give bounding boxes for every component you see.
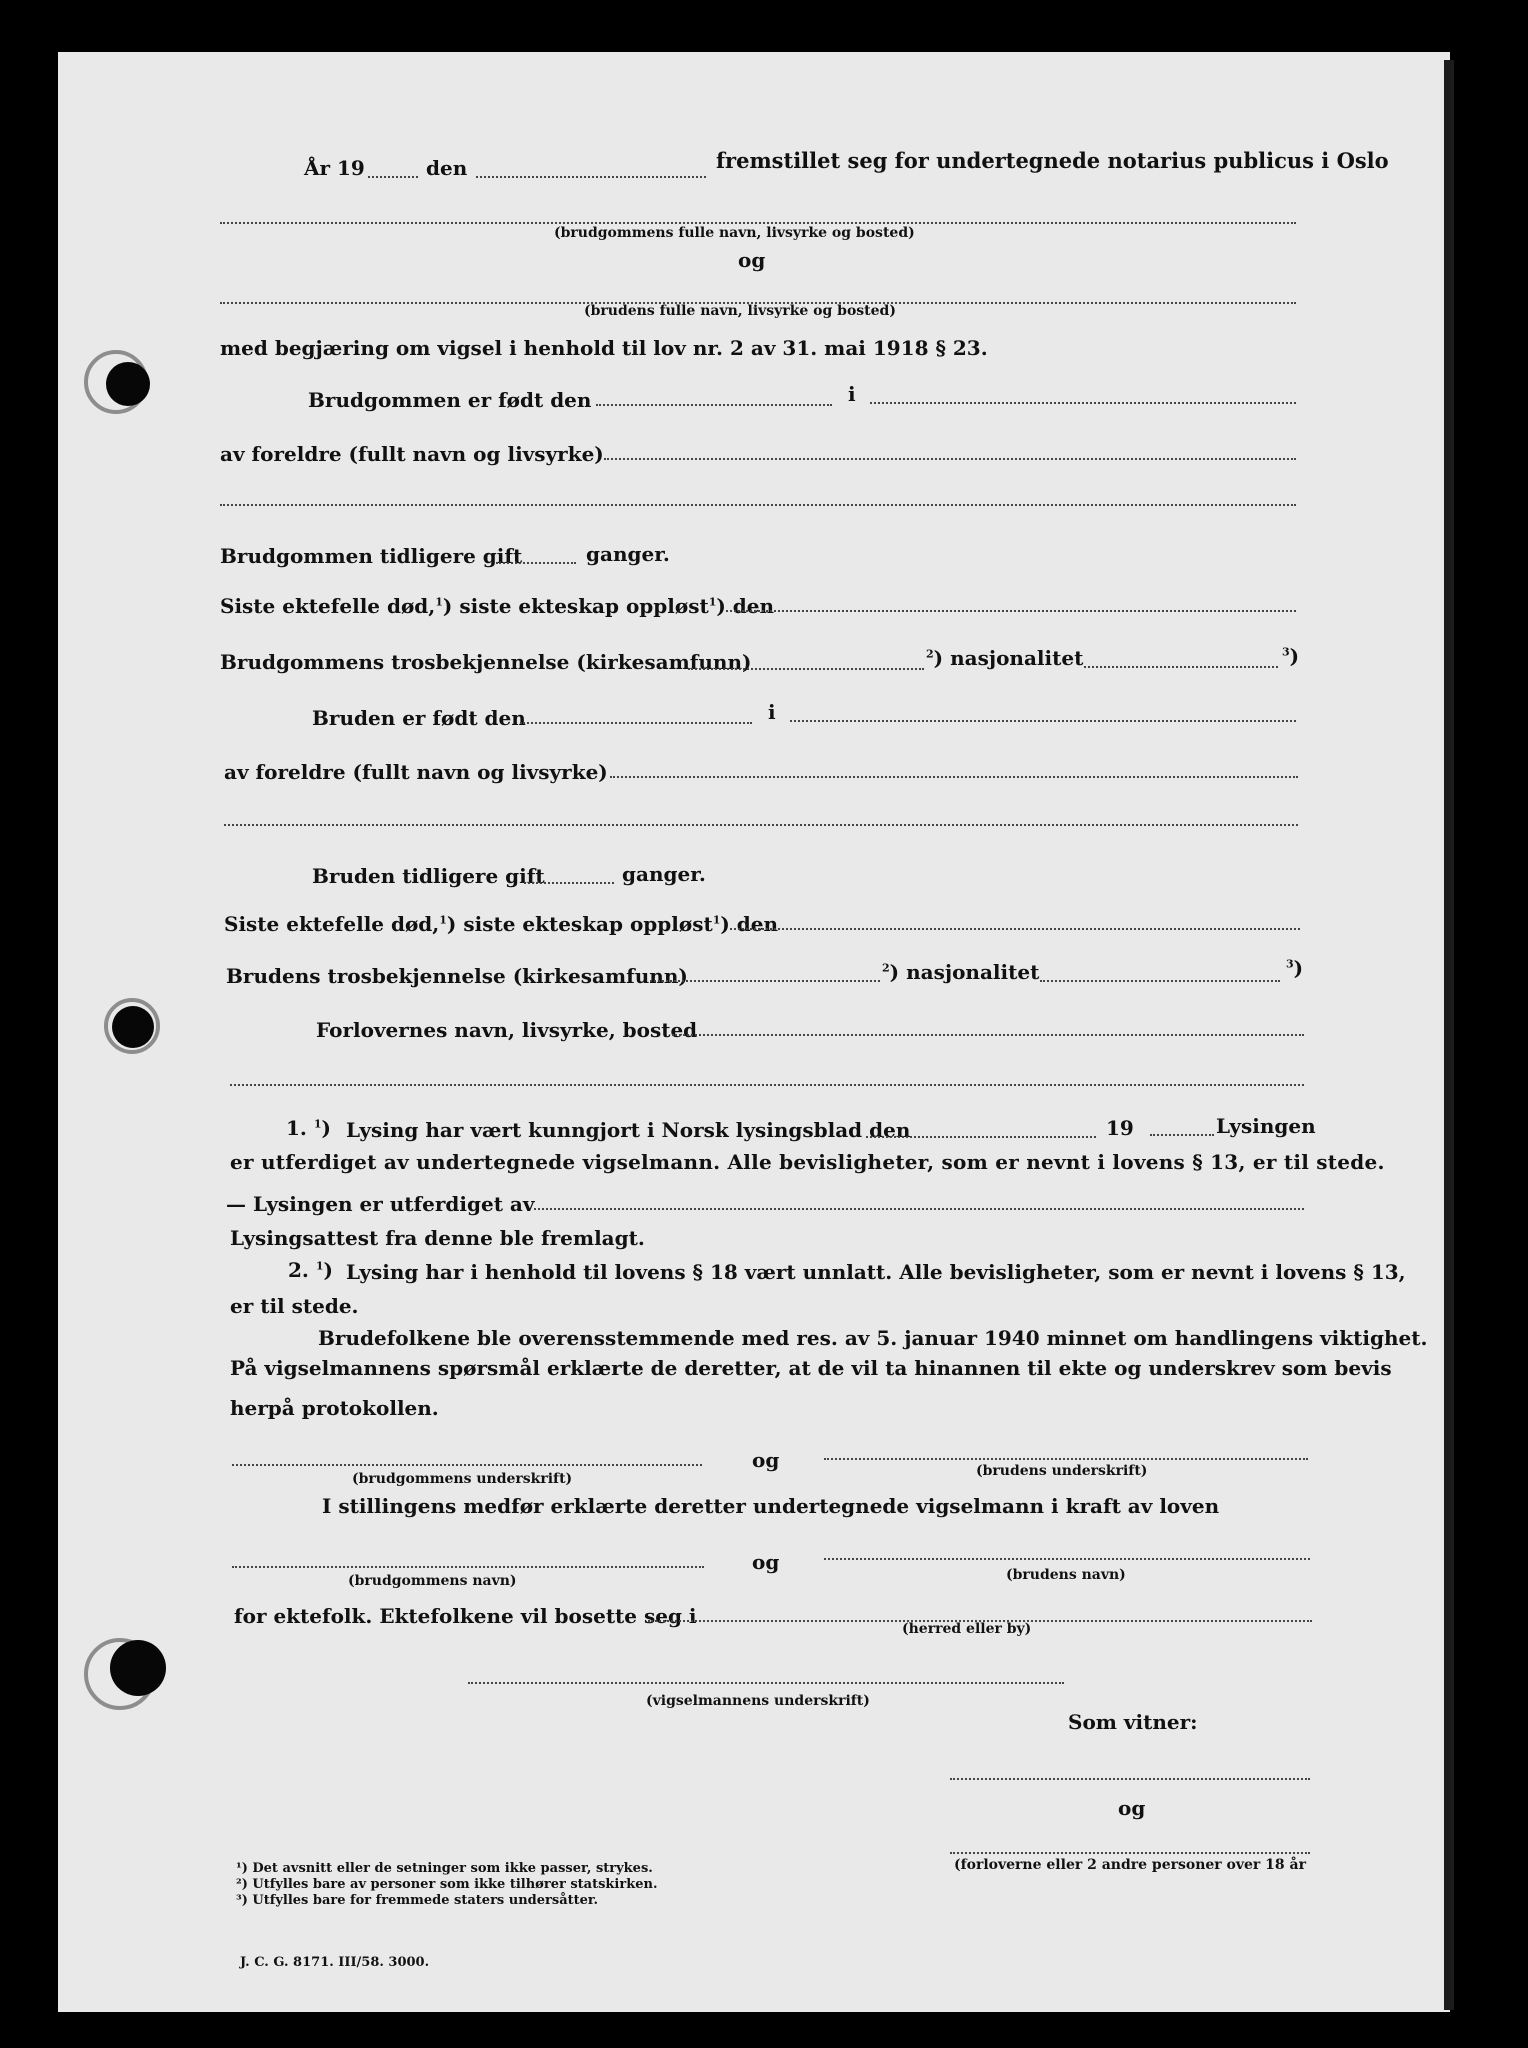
paragraph-1-number: 1. $^1$) xyxy=(286,1116,331,1140)
announcement-year-field[interactable] xyxy=(1150,1134,1214,1136)
punch-hole-middle xyxy=(112,1006,154,1048)
print-code: J. C. G. 8171. III/58. 3000. xyxy=(240,1955,430,1970)
bride-born-in-label: i xyxy=(768,700,776,724)
witness-2-field[interactable] xyxy=(950,1852,1310,1854)
groom-signature-field[interactable] xyxy=(232,1464,702,1466)
date-label: den xyxy=(426,156,468,180)
witnesses-label: Forlovernes navn, livsyrke, bosted xyxy=(316,1018,698,1042)
residence-label: for ektefolk. Ektefolkene vil bosette seg i xyxy=(234,1604,697,1628)
groom-nationality-note: $^3$) xyxy=(1282,644,1300,668)
bride-parents-label: av foreldre (fullt navn og livsyrke) xyxy=(224,760,608,784)
bride-signature-field[interactable] xyxy=(824,1458,1308,1460)
bride-previously-married-label: Bruden tidligere gift xyxy=(312,864,545,888)
groom-nationality-field[interactable] xyxy=(1084,666,1278,668)
groom-details-field[interactable] xyxy=(220,222,1296,224)
and-label-1: og xyxy=(738,248,766,272)
sheet-right-edge-shadow xyxy=(1444,60,1454,2010)
bride-parents-field-2[interactable] xyxy=(224,824,1298,826)
groom-times-married-field[interactable] xyxy=(496,562,576,564)
marriage-request-line: med begjæring om vigsel i henhold til lov nr. 2 av 31. mai 1918 § 23. xyxy=(220,336,988,360)
paragraph-1-line-2: er utferdiget av undertegnede vigselmann. Alle bevisligheter, som er nevnt i lovens § 13, er til stede. xyxy=(230,1150,1385,1174)
bride-last-marriage-field[interactable] xyxy=(730,928,1300,930)
bride-birthplace-field[interactable] xyxy=(790,720,1296,722)
punch-hole-bottom xyxy=(110,1640,166,1696)
groom-parents-label: av foreldre (fullt navn og livsyrke) xyxy=(220,442,604,466)
groom-name-field[interactable] xyxy=(232,1566,704,1568)
paragraph-1-line-4: Lysingsattest fra denne ble fremlagt. xyxy=(230,1226,645,1250)
paragraph-1-lysingen: Lysingen xyxy=(1216,1114,1316,1138)
and-label-3: og xyxy=(752,1550,780,1574)
groom-last-spouse-label: Siste ektefelle død,$^1$) siste ekteskap oppløst$^1$) den xyxy=(220,594,775,618)
year-field[interactable] xyxy=(368,176,418,178)
announcement-year-label: 19 xyxy=(1106,1116,1134,1140)
groom-birthdate-field[interactable] xyxy=(596,404,832,406)
groom-religion-field[interactable] xyxy=(688,668,924,670)
bride-born-label: Bruden er født den xyxy=(312,706,526,730)
paragraph-2-line-1: Lysing har i henhold til lovens § 18 vært unnlatt. Alle bevisligheter, som er nevnt i lovens § 13, xyxy=(346,1260,1406,1284)
footnote-2: ²) Utfylles bare av personer som ikke tilhører statskirken. xyxy=(236,1877,658,1892)
groom-born-label: Brudgommen er født den xyxy=(308,388,592,412)
announcement-date-field[interactable] xyxy=(866,1136,1096,1138)
groom-signature-caption: (brudgommens underskrift) xyxy=(352,1471,573,1487)
bride-name-field[interactable] xyxy=(824,1558,1310,1560)
footnote-1: ¹) Det avsnitt eller de setninger som ikke passer, strykes. xyxy=(236,1861,653,1876)
bride-last-spouse-label: Siste ektefelle død,$^1$) siste ekteskap oppløst$^1$) den xyxy=(224,912,779,936)
and-label-2: og xyxy=(752,1448,780,1472)
bride-religion-label: Brudens trosbekjennelse (kirkesamfunn) xyxy=(226,964,688,988)
witnesses-field-2[interactable] xyxy=(230,1084,1304,1086)
groom-parents-field[interactable] xyxy=(604,458,1296,460)
bride-birthdate-field[interactable] xyxy=(520,722,752,724)
groom-birthplace-field[interactable] xyxy=(870,402,1296,404)
paragraph-1-line-3: — Lysingen er utferdiget av xyxy=(226,1192,535,1216)
groom-nationality-label: $^2$) nasjonalitet xyxy=(926,646,1084,670)
groom-religion-label: Brudgommens trosbekjennelse (kirkesamfunn) xyxy=(220,650,752,674)
year-label: År 19 xyxy=(304,156,365,180)
bride-details-caption: (brudens fulle navn, livsyrke og bosted) xyxy=(584,303,896,319)
bride-times-married-field[interactable] xyxy=(524,882,614,884)
paragraph-2-number: 2. $^1$) xyxy=(288,1258,333,1282)
residence-caption: (herred eller by) xyxy=(902,1621,1032,1637)
witness-1-field[interactable] xyxy=(950,1778,1310,1780)
groom-born-in-label: i xyxy=(848,382,856,406)
witnesses-caption: (forloverne eller 2 andre personer over 18 år xyxy=(954,1857,1306,1873)
witnesses-field[interactable] xyxy=(672,1034,1304,1036)
bride-religion-field[interactable] xyxy=(650,980,880,982)
groom-parents-field-2[interactable] xyxy=(220,504,1296,506)
groom-name-caption: (brudgommens navn) xyxy=(348,1573,517,1589)
groom-previously-married-label: Brudgommen tidligere gift xyxy=(220,544,523,568)
paragraph-3-line-3: herpå protokollen. xyxy=(230,1396,439,1420)
bride-nationality-label: $^2$) nasjonalitet xyxy=(882,960,1040,984)
date-field[interactable] xyxy=(476,176,706,178)
groom-last-marriage-field[interactable] xyxy=(726,610,1296,612)
paragraph-1-text: Lysing har vært kunngjort i Norsk lysingsblad den xyxy=(346,1118,911,1142)
footnote-3: ³) Utfylles bare for fremmede staters undersåtter. xyxy=(236,1893,599,1908)
punch-hole-top xyxy=(106,362,150,406)
notary-statement: fremstillet seg for undertegnede notarius publicus i Oslo xyxy=(716,148,1389,173)
officiant-signature-caption: (vigselmannens underskrift) xyxy=(646,1693,870,1709)
bride-times-label: ganger. xyxy=(622,862,706,886)
witnesses-heading: Som vitner: xyxy=(1068,1710,1198,1734)
and-label-4: og xyxy=(1118,1796,1146,1820)
bride-name-caption: (brudens navn) xyxy=(1006,1567,1126,1583)
officiant-signature-field[interactable] xyxy=(468,1682,1064,1684)
declaration-line: I stillingens medfør erklærte deretter undertegnede vigselmann i kraft av loven xyxy=(322,1494,1220,1518)
bride-parents-field[interactable] xyxy=(610,776,1298,778)
groom-times-label: ganger. xyxy=(586,542,670,566)
bride-nationality-note: $^3$) xyxy=(1286,956,1304,980)
groom-details-caption: (brudgommens fulle navn, livsyrke og bosted) xyxy=(554,225,915,241)
paragraph-2-line-2: er til stede. xyxy=(230,1294,359,1318)
paragraph-3-line-2: På vigselmannens spørsmål erklærte de deretter, at de vil ta hinannen til ekte og underskrev som bevis xyxy=(230,1356,1392,1380)
paragraph-3-line-1: Brudefolkene ble overensstemmende med res. av 5. januar 1940 minnet om handlingens viktighet. xyxy=(318,1326,1428,1350)
announcement-issuer-field[interactable] xyxy=(534,1208,1304,1210)
bride-signature-caption: (brudens underskrift) xyxy=(976,1463,1148,1479)
bride-nationality-field[interactable] xyxy=(1040,980,1280,982)
